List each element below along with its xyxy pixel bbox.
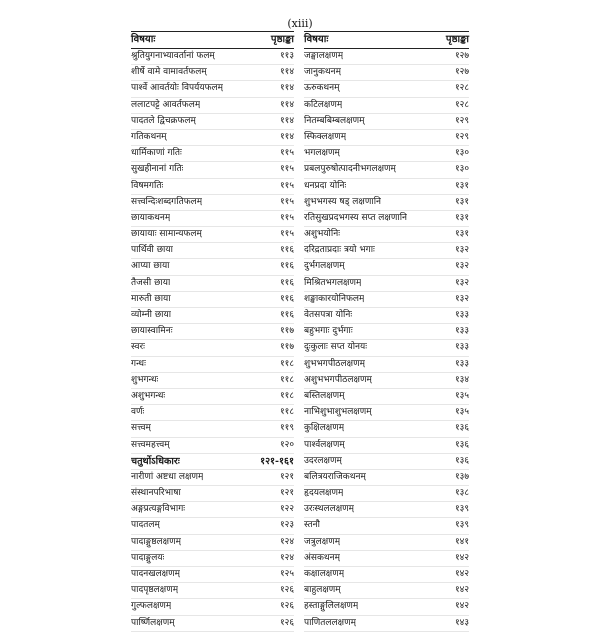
entry-page: १२७ xyxy=(454,51,469,61)
entry-title: शुभगन्धः xyxy=(131,374,159,385)
entry-title: जत्रुलक्षणम् xyxy=(304,536,341,547)
entry-title: व्योम्नी छाया xyxy=(131,310,172,320)
entry-title: शीर्षे वामे वामावर्तफलम् xyxy=(131,67,207,78)
entry-page: १२१ xyxy=(279,471,294,482)
entry-title: बहुभगाः दुर्भगाः xyxy=(304,326,353,337)
entry-page: १४१ xyxy=(454,536,469,547)
entry-page: १२६ xyxy=(279,601,294,612)
toc-entry xyxy=(131,502,294,518)
toc-list-left xyxy=(131,49,294,632)
entry-page: १३५ xyxy=(454,407,469,418)
toc-entry xyxy=(131,535,294,551)
entry-title: वेतसपत्रा योनिः xyxy=(304,310,353,320)
entry-title: तैजसी छाया xyxy=(131,277,171,288)
entry-title: बस्तिलक्षणम् xyxy=(304,390,345,401)
toc-entry xyxy=(131,114,294,130)
entry-page: ११४ xyxy=(279,115,294,126)
entry-title: नाभिशुभाशुभलक्षणम् xyxy=(304,407,372,418)
entry-page: ११८ xyxy=(279,390,294,401)
entry-page: ११५ xyxy=(279,229,294,240)
entry-title: सत्त्वम् xyxy=(131,423,151,434)
entry-title: रतिसुखप्रदभगस्य सप्त लक्षणानि xyxy=(304,212,408,223)
toc-entry xyxy=(304,276,469,292)
entry-page: १३३ xyxy=(454,310,469,320)
page-heading: पृष्ठाङ्का xyxy=(445,34,469,45)
entry-title: अशुभयोनिः xyxy=(304,229,341,240)
entry-title: मिश्रितभगलक्षणम् xyxy=(304,277,362,288)
entry-title: धनप्रदा योनिः xyxy=(304,180,347,191)
entry-title: पादाङ्गुष्ठलक्षणम् xyxy=(131,536,181,547)
entry-title: शङ्खाकारयोनिफलम् xyxy=(304,293,365,304)
entry-page: ११३ xyxy=(279,51,294,61)
entry-page: ११८ xyxy=(279,374,294,385)
toc-entry xyxy=(131,49,294,65)
toc-entry xyxy=(304,599,469,615)
entry-title: स्फिक्लक्षणम् xyxy=(304,131,347,142)
entry-title: छायायाः सामान्यफलम् xyxy=(131,229,202,240)
toc-entry xyxy=(131,340,294,356)
entry-title: ललाटपट्टे आवर्तफलम् xyxy=(131,99,201,110)
entry-title: सत्त्वमहत्त्वम् xyxy=(131,439,170,450)
entry-page: ११७ xyxy=(279,326,294,337)
toc-entry xyxy=(304,324,469,340)
entry-title: छायाकथनम् xyxy=(131,212,171,223)
entry-page: १३६ xyxy=(454,439,469,450)
entry-page: १२१-१६१ xyxy=(260,455,294,467)
entry-page: १३३ xyxy=(454,358,469,369)
entry-title: पार्श्वलक्षणम् xyxy=(304,439,345,450)
toc-entry xyxy=(131,243,294,259)
toc-entry xyxy=(131,227,294,243)
entry-page: ११५ xyxy=(279,212,294,223)
toc-entry xyxy=(304,211,469,227)
entry-title: कक्षालक्षणम् xyxy=(304,569,345,579)
entry-title: शुभभगपीठलक्षणम् xyxy=(304,358,365,369)
entry-page: १३० xyxy=(454,164,469,175)
entry-page: १२२ xyxy=(279,504,294,515)
entry-title: अंसकथनम् xyxy=(304,552,341,563)
entry-title: संस्थानपरिभाषा xyxy=(131,488,181,499)
entry-title: कुक्षिलक्षणम् xyxy=(304,423,345,434)
entry-title: पादपृष्ठलक्षणम् xyxy=(131,585,179,596)
toc-entry xyxy=(304,308,469,324)
toc-column-right xyxy=(304,31,469,632)
toc-entry xyxy=(304,502,469,518)
entry-page: १३२ xyxy=(454,245,469,256)
entry-title: श्रुतियुगनाभ्यावर्तानां फलम् xyxy=(131,51,215,61)
toc-entry xyxy=(131,292,294,308)
toc-entry xyxy=(131,421,294,437)
entry-title: बाहुलक्षणम् xyxy=(304,585,341,596)
entry-page: ११६ xyxy=(279,277,294,288)
entry-page: १२९ xyxy=(454,131,469,142)
entry-title: जङ्घालक्षणम् xyxy=(304,51,344,61)
toc-entry xyxy=(304,518,469,534)
entry-title: ऊरुकथनम् xyxy=(304,83,340,94)
toc-entry xyxy=(131,438,294,454)
entry-page: १२९ xyxy=(454,115,469,126)
entry-title: सुखहीनानां गतिः xyxy=(131,164,184,175)
toc-entry xyxy=(131,518,294,534)
toc-entry xyxy=(304,470,469,486)
entry-page: १४२ xyxy=(454,552,469,563)
toc-entry xyxy=(304,616,469,632)
entry-title: पादतलम् xyxy=(131,520,160,531)
entry-page: १३३ xyxy=(454,342,469,353)
toc-entry xyxy=(131,373,294,389)
toc-entry xyxy=(304,405,469,421)
toc-entry xyxy=(304,162,469,178)
entry-title: सत्त्वन्दिःशब्दगतिफलम् xyxy=(131,196,203,207)
entry-page: १३८ xyxy=(454,488,469,499)
entry-page: १२५ xyxy=(279,569,294,579)
toc-entry xyxy=(131,211,294,227)
entry-title: पादतले द्विचक्रफलम् xyxy=(131,115,196,126)
entry-page: ११५ xyxy=(279,164,294,175)
toc-entry xyxy=(304,81,469,97)
entry-page: १३२ xyxy=(454,293,469,304)
toc-entry xyxy=(304,243,469,259)
toc-entry xyxy=(304,486,469,502)
entry-page: १३१ xyxy=(454,229,469,240)
column-header xyxy=(131,31,294,49)
entry-title: गतिकथनम् xyxy=(131,131,167,142)
entry-page: ११५ xyxy=(279,148,294,159)
toc-entry xyxy=(131,551,294,567)
entry-title: पादाङ्गुलयः xyxy=(131,552,165,563)
entry-title: उरःस्थललक्षणम् xyxy=(304,504,355,515)
entry-page: ११४ xyxy=(279,83,294,94)
toc-entry xyxy=(131,324,294,340)
toc-entry xyxy=(304,389,469,405)
entry-page: १३१ xyxy=(454,180,469,191)
entry-page: १३१ xyxy=(454,212,469,223)
entry-title: शुभभगस्य षड् लक्षणानि xyxy=(304,196,382,207)
toc-entry xyxy=(304,259,469,275)
toc-entry xyxy=(131,81,294,97)
entry-title: पार्ष्णिलक्षणम् xyxy=(131,617,175,628)
entry-page: ११४ xyxy=(279,67,294,78)
entry-page: १२७ xyxy=(454,67,469,78)
toc-entry xyxy=(131,146,294,162)
entry-page: १३२ xyxy=(454,261,469,272)
toc-entry xyxy=(131,162,294,178)
entry-title: दरिद्रताप्रदाः त्रयो भगाः xyxy=(304,245,375,256)
page-heading: पृष्ठाङ्का xyxy=(270,34,294,45)
entry-page: ११८ xyxy=(279,407,294,418)
entry-title: पार्श्वे आवर्तयोः विपर्ययफलम् xyxy=(131,83,224,94)
toc-entry xyxy=(304,454,469,470)
toc-entry xyxy=(304,438,469,454)
entry-page: ११६ xyxy=(279,293,294,304)
entry-page: १३६ xyxy=(454,455,469,466)
entry-page: ११५ xyxy=(279,196,294,207)
entry-page: ११७ xyxy=(279,342,294,353)
toc-entry xyxy=(304,49,469,65)
entry-page: ११४ xyxy=(279,99,294,110)
entry-page: १३५ xyxy=(454,390,469,401)
entry-title: बलित्रयराजिकथनम् xyxy=(304,471,366,482)
toc-list-right xyxy=(304,49,469,632)
toc-entry xyxy=(131,357,294,373)
toc-entry xyxy=(304,567,469,583)
toc-entry xyxy=(131,599,294,615)
entry-title: विषमगतिः xyxy=(131,180,164,191)
entry-title: आप्या छाया xyxy=(131,261,170,272)
entry-title: उदरलक्षणम् xyxy=(304,455,342,466)
entry-page: ११६ xyxy=(279,245,294,256)
entry-page: १३३ xyxy=(454,326,469,337)
entry-title: मारुती छाया xyxy=(131,293,171,304)
entry-title: दुःकुलाः सप्त योनयः xyxy=(304,342,368,353)
entry-page: १३२ xyxy=(454,277,469,288)
entry-title: हृदयलक्षणम् xyxy=(304,488,344,499)
entry-page: १३१ xyxy=(454,196,469,207)
toc-entry xyxy=(131,308,294,324)
toc-entry xyxy=(304,65,469,81)
entry-page: ११९ xyxy=(279,423,294,434)
entry-page: ११४ xyxy=(279,131,294,142)
entry-page: १४२ xyxy=(454,569,469,579)
entry-title: नारीणां अष्टधा लक्षणम् xyxy=(131,471,204,482)
entry-page: १३० xyxy=(454,148,469,159)
toc-entry xyxy=(131,276,294,292)
entry-title: प्रबलपुरुषोत्पादनीभगलक्षणम् xyxy=(304,164,396,175)
entry-page: १३६ xyxy=(454,423,469,434)
entry-title: पाणितललक्षणम् xyxy=(304,617,356,628)
toc-entry xyxy=(304,195,469,211)
entry-title: चतुर्थोऽधिकारः xyxy=(131,455,180,467)
entry-page: १४२ xyxy=(454,601,469,612)
entry-title: छायास्वामिनः xyxy=(131,326,173,337)
entry-page: ११६ xyxy=(279,261,294,272)
entry-page: १४२ xyxy=(454,585,469,596)
toc-entry xyxy=(131,389,294,405)
toc-entry xyxy=(131,616,294,632)
toc-entry xyxy=(131,486,294,502)
subject-heading: विषयाः xyxy=(131,34,156,45)
entry-page: १२३ xyxy=(279,520,294,531)
toc-entry xyxy=(131,583,294,599)
entry-page: १२४ xyxy=(279,536,294,547)
toc-entry xyxy=(131,567,294,583)
toc-entry xyxy=(131,65,294,81)
toc-entry xyxy=(304,227,469,243)
toc-entry xyxy=(131,259,294,275)
toc-entry xyxy=(304,179,469,195)
toc-entry xyxy=(304,583,469,599)
entry-title: वर्णः xyxy=(131,407,145,418)
entry-page: १४३ xyxy=(454,617,469,628)
entry-page: १२६ xyxy=(279,617,294,628)
toc-entry xyxy=(131,98,294,114)
toc-entry xyxy=(131,195,294,211)
entry-title: अङ्गप्रत्यङ्गविभागः xyxy=(131,504,186,515)
entry-page: १३९ xyxy=(454,504,469,515)
entry-title: नितम्बबिम्बलक्षणम् xyxy=(304,115,365,126)
toc-entry xyxy=(304,340,469,356)
toc-entry xyxy=(304,373,469,389)
entry-title: दुर्भगलक्षणम् xyxy=(304,261,345,272)
entry-page: १२४ xyxy=(279,552,294,563)
toc-entry xyxy=(304,114,469,130)
entry-title: भगलक्षणम् xyxy=(304,148,340,159)
toc-entry xyxy=(131,454,294,470)
toc-entry xyxy=(131,179,294,195)
entry-page: १२० xyxy=(279,439,294,450)
entry-page: १३७ xyxy=(454,471,469,482)
toc-entry xyxy=(304,421,469,437)
toc-entry xyxy=(131,470,294,486)
entry-page: ११८ xyxy=(279,358,294,369)
entry-title: स्तनौ xyxy=(304,520,320,531)
entry-title: हस्ताङ्गुलिलक्षणम् xyxy=(304,601,359,612)
entry-page: १२८ xyxy=(454,83,469,94)
toc-entry xyxy=(131,130,294,146)
entry-title: गुल्फलक्षणम् xyxy=(131,601,172,612)
entry-title: पार्थिवी छाया xyxy=(131,245,173,256)
entry-title: धार्मिकाणां गतिः xyxy=(131,148,182,159)
toc-entry xyxy=(304,357,469,373)
entry-title: कटिलक्षणम् xyxy=(304,99,343,110)
entry-page: १३९ xyxy=(454,520,469,531)
entry-title: स्वरः xyxy=(131,342,146,353)
entry-page: ११६ xyxy=(279,310,294,320)
entry-page: १२६ xyxy=(279,585,294,596)
entry-page: ११५ xyxy=(279,180,294,191)
entry-title: अशुभगन्धः xyxy=(131,390,166,401)
toc-entry xyxy=(304,535,469,551)
entry-title: अशुभभगपीठलक्षणम् xyxy=(304,374,372,385)
toc-entry xyxy=(304,551,469,567)
toc-entry xyxy=(131,405,294,421)
subject-heading: विषयाः xyxy=(304,34,329,45)
entry-page: १२८ xyxy=(454,99,469,110)
toc-entry xyxy=(304,292,469,308)
column-header xyxy=(304,31,469,49)
entry-title: गन्धः xyxy=(131,358,146,369)
entry-title: पादनखलक्षणम् xyxy=(131,569,181,579)
entry-title: जानुकथनम् xyxy=(304,67,342,78)
entry-page: १२१ xyxy=(279,488,294,499)
page-number: (xiii) xyxy=(287,17,313,30)
toc-entry xyxy=(304,98,469,114)
toc-entry xyxy=(304,146,469,162)
toc-column-left xyxy=(131,31,294,632)
toc-entry xyxy=(304,130,469,146)
entry-page: १३४ xyxy=(454,374,469,385)
